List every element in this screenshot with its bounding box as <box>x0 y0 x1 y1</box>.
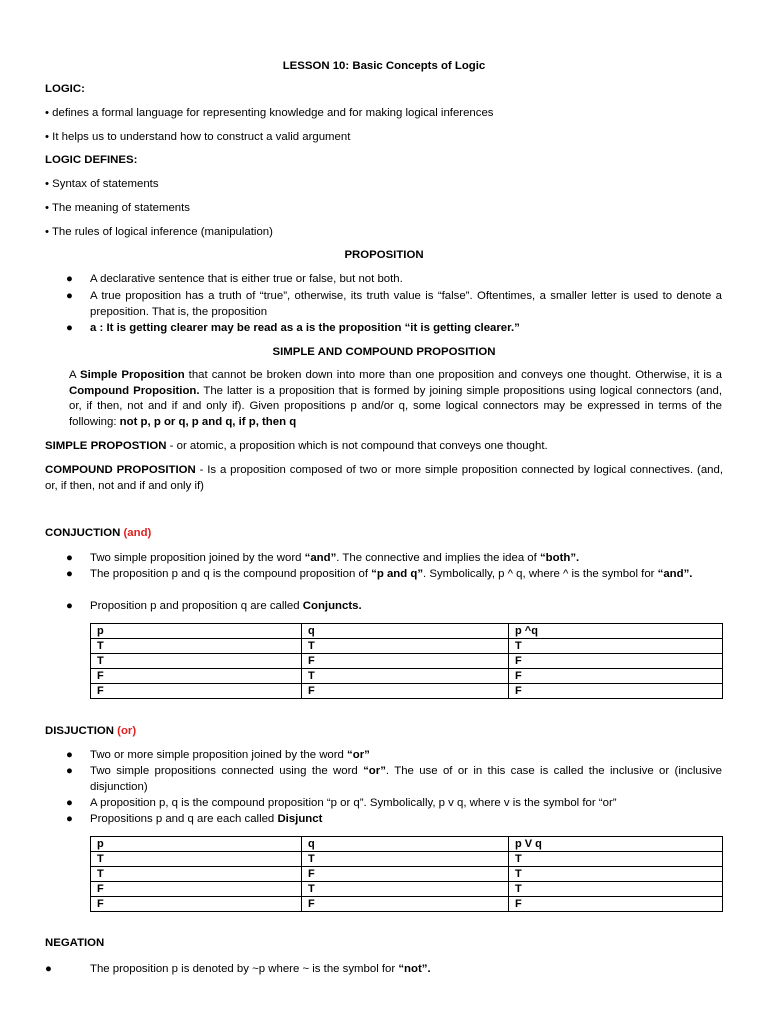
text: - or atomic, a proposition which is not compound that conveys one thought. <box>166 440 548 452</box>
text: DISJUCTION <box>45 725 118 737</box>
text: Disjunct <box>277 813 323 825</box>
bullet-dot: ● <box>66 600 73 612</box>
table-cell: F <box>302 897 509 912</box>
text: “and” <box>304 552 337 564</box>
text: The proposition p is denoted by ~p where ~ is the symbol for <box>90 963 399 975</box>
logic-bullet-2: • It helps us to understand how to construct a valid argument <box>45 131 351 143</box>
table-row <box>91 867 723 882</box>
disjunction-item-2 <box>90 764 722 795</box>
table-row <box>91 882 723 897</box>
logic-defines-heading: LOGIC DEFINES: <box>45 154 138 166</box>
table-cell: T <box>509 867 723 882</box>
table-cell: T <box>91 852 302 867</box>
text: “p and q” <box>371 568 424 580</box>
table-cell: F <box>302 654 509 669</box>
text: - Is a proposition composed of two or more simple proposition connected by logical connectives. (and, or, if then, not and if and only if) <box>45 464 723 492</box>
table-cell: F <box>509 684 723 699</box>
logic-defines-bullet-1: • Syntax of statements <box>45 178 159 190</box>
table-cell: T <box>509 639 723 654</box>
text: “or” <box>347 749 370 761</box>
table-cell: T <box>91 639 302 654</box>
table-cell: F <box>91 882 302 897</box>
term-simple-proposition: Simple Proposition <box>80 369 185 381</box>
text: “or” <box>363 765 386 777</box>
table-cell: F <box>91 684 302 699</box>
text: Two simple proposition joined by the word <box>90 552 305 564</box>
bullet-dot: ● <box>66 765 73 777</box>
table-row <box>91 654 723 669</box>
text: “and”. <box>657 568 693 580</box>
bullet-dot: ● <box>66 273 73 285</box>
text: . The connective and implies the idea of <box>336 552 540 564</box>
logic-defines-bullet-3: • The rules of logical inference (manipulation) <box>45 226 273 238</box>
compound-proposition-label: COMPOUND PROPOSITION <box>45 464 196 476</box>
text: The proposition p and q is the compound proposition of <box>90 568 372 580</box>
text: Conjuncts. <box>302 600 362 612</box>
table-cell: F <box>91 669 302 684</box>
table-cell: F <box>509 654 723 669</box>
text: “not”. <box>398 963 431 975</box>
table-cell: T <box>302 669 509 684</box>
conjunction-item-3 <box>90 599 722 615</box>
negation-heading: NEGATION <box>45 937 105 949</box>
table-cell: T <box>509 882 723 897</box>
bullet-dot: ● <box>66 568 73 580</box>
conjunction-truth-table <box>90 623 723 699</box>
text: . Symbolically, p ^ q, where ^ is the symbol for <box>423 568 658 580</box>
table-cell: T <box>302 639 509 654</box>
text: . The use of or in this case is called the inclusive or (inclusive disjunction) <box>90 765 722 793</box>
table-cell: p ^q <box>509 624 723 639</box>
term-compound-proposition: Compound Proposition. <box>69 384 200 397</box>
table-cell: F <box>509 669 723 684</box>
disjunction-item-1 <box>90 748 722 764</box>
bullet-dot: ● <box>66 797 73 809</box>
text: CONJUCTION <box>45 527 124 539</box>
text: Two simple propositions connected using the word <box>90 765 364 777</box>
bullet-dot: ● <box>66 749 73 761</box>
simple-proposition-label: SIMPLE PROPOSTION <box>45 440 167 452</box>
table-cell: F <box>91 897 302 912</box>
disjunction-item-4 <box>90 812 722 828</box>
proposition-item-3: a : It is getting clearer may be read as a is the proposition “it is getting clearer.” <box>90 322 520 334</box>
table-cell: F <box>302 684 509 699</box>
conjunction-item-2 <box>90 567 722 583</box>
table-row <box>91 639 723 654</box>
proposition-item-1: A declarative sentence that is either true or false, but not both. <box>90 273 403 285</box>
proposition-item-2: A true proposition has a truth of “true”, otherwise, its truth value is “false”. Oftentimes, a smaller letter is used to denote a preposition. That is, the proposition <box>90 290 722 318</box>
table-row <box>91 669 723 684</box>
negation-item-1 <box>90 962 722 978</box>
table-row <box>91 852 723 867</box>
bullet-dot: ● <box>45 963 52 975</box>
table-row <box>91 837 723 852</box>
text: Propositions p and q are each called <box>90 813 278 825</box>
logic-bullet-1: • defines a formal language for representing knowledge and for making logical inferences <box>45 107 494 119</box>
simple-compound-heading: SIMPLE AND COMPOUND PROPOSITION <box>272 346 496 358</box>
disjunction-item-3: A proposition p, q is the compound proposition “p or q”. Symbolically, p v q, where v is the symbol for “or” <box>90 797 617 809</box>
table-cell: T <box>91 867 302 882</box>
disjunction-truth-table <box>90 836 723 912</box>
table-cell: F <box>509 897 723 912</box>
text: Two or more simple proposition joined by the word <box>90 749 348 761</box>
conjunction-item-1 <box>90 551 722 567</box>
table-cell: q <box>302 624 509 639</box>
simple-compound-paragraph <box>69 368 722 430</box>
text: Proposition p and proposition q are called <box>90 600 303 612</box>
table-cell: q <box>302 837 509 852</box>
lesson-title: LESSON 10: Basic Concepts of Logic <box>282 60 486 72</box>
simple-proposition-definition <box>45 439 723 455</box>
table-row <box>91 897 723 912</box>
connector-list: not p, p or q, p and q, if p, then q <box>119 415 297 428</box>
text: The latter is a proposition that is formed by joining simple propositions using logical connectors (and, or, if then, not and if and only if). Given propositions p and/or q, some logical connectors may be expressed in terms of the following: <box>69 384 722 428</box>
proposition-heading: PROPOSITION <box>344 249 424 261</box>
text: A <box>69 369 80 381</box>
conjunction-heading <box>45 526 151 542</box>
disjunction-tag: (or) <box>117 725 137 737</box>
table-cell: T <box>302 882 509 897</box>
conjunction-tag: (and) <box>123 527 152 539</box>
bullet-dot: ● <box>66 322 73 334</box>
logic-heading: LOGIC: <box>45 83 85 95</box>
table-row <box>91 684 723 699</box>
table-cell: p <box>91 624 302 639</box>
table-cell: p <box>91 837 302 852</box>
table-cell: F <box>302 867 509 882</box>
compound-proposition-definition <box>45 463 723 494</box>
table-cell: T <box>509 852 723 867</box>
text: “both”. <box>539 552 580 564</box>
text: that cannot be broken down into more than one proposition and conveys one thought. Otherwise, it is a <box>184 369 722 381</box>
table-cell: T <box>91 654 302 669</box>
table-row <box>91 624 723 639</box>
table-cell: T <box>302 852 509 867</box>
bullet-dot: ● <box>66 552 73 564</box>
table-cell: p V q <box>509 837 723 852</box>
bullet-dot: ● <box>66 813 73 825</box>
bullet-dot: ● <box>66 290 73 302</box>
logic-defines-bullet-2: • The meaning of statements <box>45 202 190 214</box>
disjunction-heading <box>45 724 136 740</box>
